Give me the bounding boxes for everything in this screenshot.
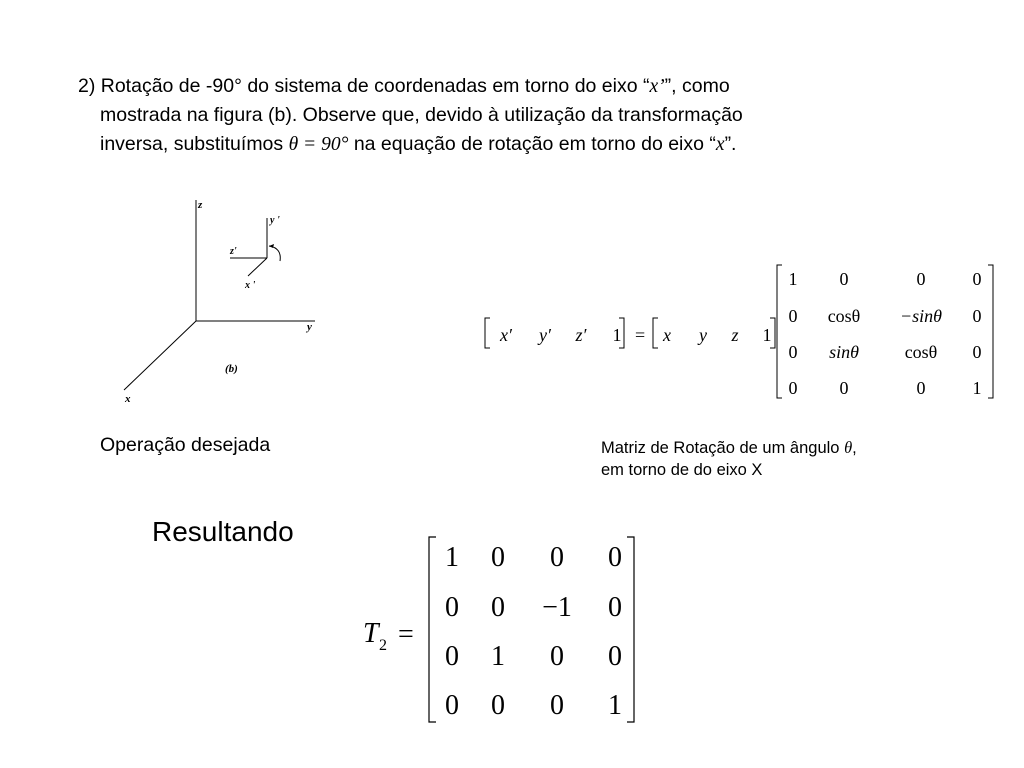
matrix-cell: cosθ — [827, 306, 861, 326]
matrix-cell: −sinθ — [900, 306, 942, 326]
matrix-cell: 0 — [916, 378, 926, 398]
matrix-cell: cosθ — [904, 342, 938, 362]
result-matrix-cell: 0 — [445, 690, 459, 721]
result-equation — [355, 530, 655, 730]
rhs-bracket-left — [653, 318, 658, 348]
local-x-axis — [248, 258, 267, 276]
matrix-cell: 0 — [972, 342, 982, 362]
result-subscript: 2 — [379, 637, 387, 654]
caption-line-1 — [601, 437, 857, 459]
theta-symbol: θ — [288, 134, 299, 155]
rhs-entry: z — [731, 325, 739, 345]
caption-desired-operation: Operação desejada — [100, 434, 271, 456]
rotation-matrix — [789, 269, 982, 398]
matrix-bracket-right — [988, 265, 993, 398]
text-segment: do sistema de coordenadas em torno do eixo “ — [241, 75, 650, 97]
rotation-arrow-icon — [269, 246, 280, 261]
result-equals: = — [398, 619, 414, 650]
problem-statement — [78, 72, 978, 159]
text-segment: Matriz de Rotação de um ângulo — [601, 439, 845, 457]
result-matrix-cell: 0 — [608, 641, 622, 672]
axis-variable: x’ — [649, 76, 665, 97]
result-matrix-cell: 0 — [550, 542, 564, 573]
y-axis-label: y — [307, 321, 312, 333]
result-heading: Resultando — [152, 516, 294, 547]
statement-line-3 — [78, 130, 978, 159]
matrix-cell: 0 — [788, 342, 798, 362]
local-x-label: x ' — [245, 280, 256, 291]
x-axis-label: x — [125, 393, 131, 405]
lhs-entry: 1 — [612, 325, 622, 345]
equals-sign: = — [635, 325, 646, 345]
result-matrix — [445, 542, 622, 721]
result-matrix-cell: 0 — [491, 592, 505, 623]
matrix-cell: 1 — [788, 269, 798, 289]
text-segment: 2) Rotação de -90 — [78, 75, 235, 97]
local-z-label: z' — [230, 246, 237, 257]
matrix-cell: 0 — [839, 269, 849, 289]
text-segment: na equação de rotação em torno do eixo “ — [348, 133, 716, 155]
result-matrix-cell: 0 — [491, 690, 505, 721]
matrix-cell: 0 — [972, 269, 982, 289]
lhs-vector — [499, 325, 621, 345]
matrix-cell: 1 — [972, 378, 982, 398]
caption-rotation-matrix — [601, 437, 857, 481]
result-matrix-cell: 0 — [550, 641, 564, 672]
rhs-entry: 1 — [762, 325, 772, 345]
matrix-cell: 0 — [839, 378, 849, 398]
matrix-cell: 0 — [788, 378, 798, 398]
result-matrix-cell: 0 — [608, 592, 622, 623]
theta-symbol: θ — [844, 438, 853, 457]
result-symbol: T — [363, 618, 379, 649]
lhs-entry: x′ — [500, 325, 512, 345]
matrix-cell: 0 — [916, 269, 926, 289]
lhs-entry: z′ — [575, 325, 587, 345]
local-y-label: y ' — [270, 215, 280, 226]
text-segment: ”, como — [664, 75, 730, 97]
lhs-bracket-left — [485, 318, 490, 348]
result-matrix-cell: −1 — [542, 592, 572, 623]
degree-symbol: ° — [340, 134, 349, 155]
text-segment: , — [852, 439, 857, 457]
matrix-cell: 0 — [972, 306, 982, 326]
result-matrix-cell: 0 — [445, 592, 459, 623]
result-matrix-cell: 0 — [491, 542, 505, 573]
lhs-entry: y′ — [539, 325, 551, 345]
result-matrix-cell: 1 — [445, 542, 459, 573]
z-axis-label: z — [198, 199, 203, 211]
matrix-bracket-left — [777, 265, 782, 398]
degree-symbol: ° — [234, 75, 242, 97]
angle-value: = 90 — [298, 134, 341, 155]
result-matrix-cell: 0 — [550, 690, 564, 721]
rhs-entry: y — [699, 325, 707, 345]
result-matrix-cell: 0 — [608, 542, 622, 573]
figure-label: (b) — [225, 363, 238, 375]
result-matrix-cell: 1 — [608, 690, 622, 721]
matrix-cell: 0 — [788, 306, 798, 326]
statement-line-2: mostrada na figura (b). Observe que, devido à utilização da transformação — [100, 104, 743, 126]
x-axis — [124, 321, 196, 390]
axes-figure — [110, 190, 330, 410]
rhs-vector — [662, 325, 772, 345]
text-segment: ”. — [724, 133, 737, 155]
text-segment: inversa, substituímos — [100, 133, 289, 155]
result-bracket-left — [429, 537, 436, 722]
axis-variable: x — [715, 134, 725, 155]
caption-line-2: em torno de do eixo X — [601, 461, 763, 479]
matrix-cell: sinθ — [829, 342, 859, 362]
statement-line-1 — [78, 72, 978, 101]
result-matrix-cell: 1 — [491, 641, 505, 672]
result-matrix-cell: 0 — [445, 641, 459, 672]
rotation-equation — [480, 258, 1000, 408]
rhs-entry: x — [663, 325, 671, 345]
result-bracket-right — [627, 537, 634, 722]
